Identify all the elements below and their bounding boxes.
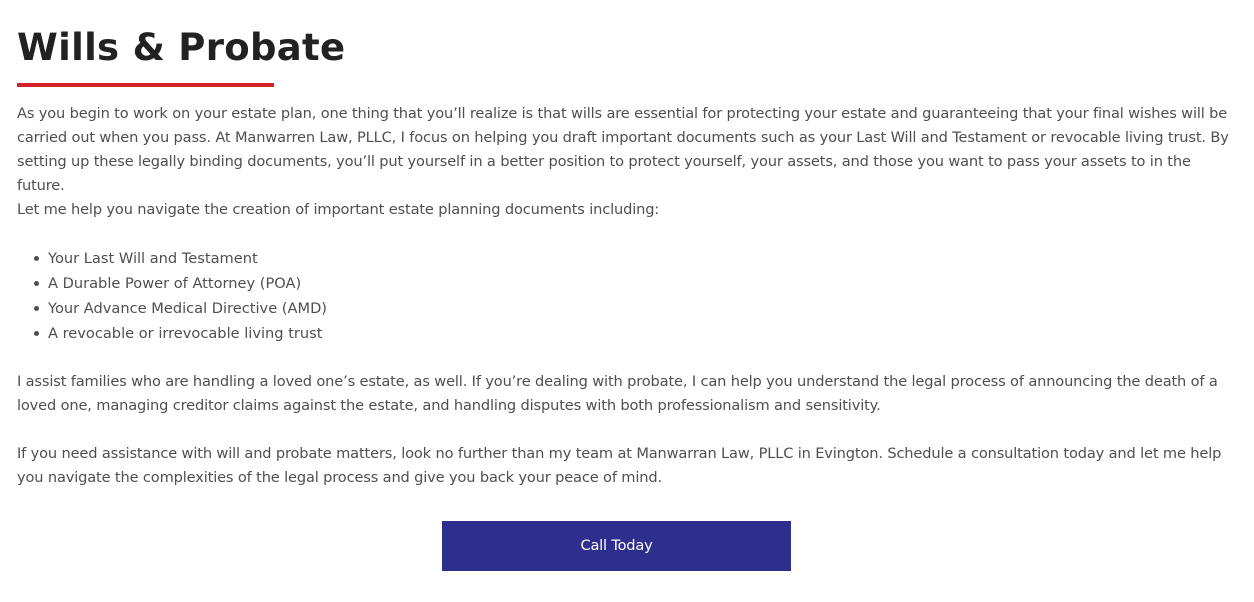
list-item bbox=[17, 296, 327, 321]
list-item bbox=[17, 246, 327, 271]
list-item bbox=[17, 271, 327, 296]
documents-intro-paragraph: Let me help you navigate the creation of important estate planning documents including: bbox=[17, 201, 660, 218]
list-item-label: A Durable Power of Attorney (POA) bbox=[48, 275, 302, 292]
title-underline-divider bbox=[17, 83, 274, 87]
bullet-icon bbox=[34, 281, 39, 286]
documents-list bbox=[17, 246, 327, 346]
list-item-label: Your Last Will and Testament bbox=[48, 250, 258, 267]
list-item bbox=[17, 321, 327, 346]
closing-paragraph: If you need assistance with will and probate matters, look no further than my team at Manwarran Law, PLLC in Evington. Schedule a consultation today and let me help you navigate the complexities of the legal process and give you back your peace of mind. bbox=[17, 445, 1222, 486]
call-today-button[interactable]: Call Today bbox=[442, 521, 791, 571]
list-item-label: Your Advance Medical Directive (AMD) bbox=[48, 300, 328, 317]
bullet-icon bbox=[34, 256, 39, 261]
probate-paragraph: I assist families who are handling a loved one’s estate, as well. If you’re dealing with probate, I can help you understand the legal process of announcing the death of a loved one, managing creditor claims against the estate, and handling disputes with both professionalism and sensitivity. bbox=[17, 373, 1218, 414]
bullet-icon bbox=[34, 331, 39, 336]
intro-paragraph: As you begin to work on your estate plan, one thing that you’ll realize is that wills are essential for protecting your estate and guaranteeing that your final wishes will be carried out when you pass. At Manwarren Law, PLLC, I focus on helping you draft important documents such as your Last Will and Testament or revocable living trust. By setting up these legally binding documents, you’ll put yourself in a better position to protect yourself, your assets, and those you want to pass your assets to in the future. bbox=[17, 105, 1229, 194]
page-title: Wills & Probate bbox=[17, 26, 346, 69]
list-item-label: A revocable or irrevocable living trust bbox=[48, 325, 323, 342]
bullet-icon bbox=[34, 306, 39, 311]
